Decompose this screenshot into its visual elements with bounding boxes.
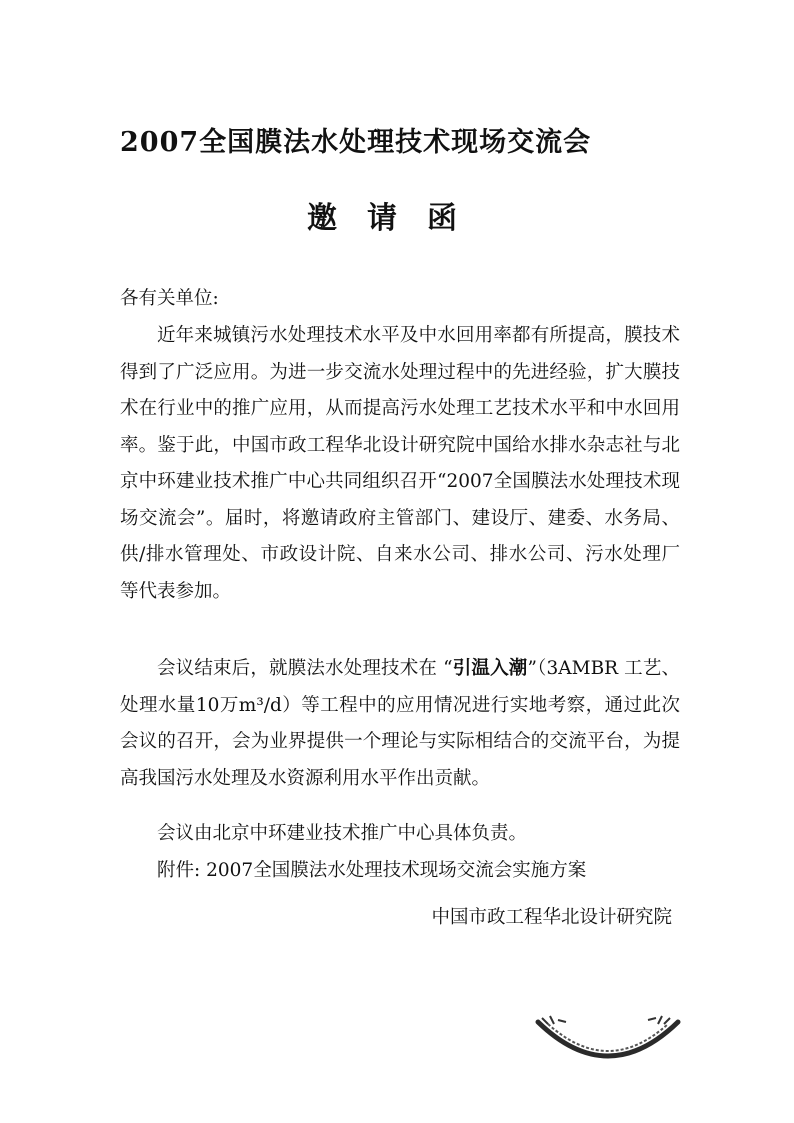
signature-organization: 中国市政工程华北设计研究院 [431, 907, 672, 928]
paragraph-site-visit-rest: ”（3AMBR 工艺、处理水量10万m³/d）等工程中的应用情况进行实地考察，通过此次会议的召开，会为业界提供一个理论与实际相结合的交流平台，为提高我国污水处理及水资源利用水平作出贡献。 [120, 658, 680, 789]
paragraph-site-visit [120, 651, 680, 797]
paragraph-background: 近年来城镇污水处理技术水平及中水回用率都有所提高，膜技术得到了广泛应用。为进一步交流水处理过程中的先进经验，扩大膜技术在行业中的推广应用，从而提高污水处理工艺技术水平和中水回用率。鉴于此，中国市政工程华北设计研究院中国给水排水杂志社与北京中环建业技术推广中心共同组织召开“2007全国膜法水处理技术现场交流会”。届时，将邀请政府主管部门、建设厅、建委、水务局、供/排水管理处、市政设计院、自来水公司、排水公司、污水处理厂等代表参加。 [120, 325, 680, 602]
paragraph-organizer: 会议由北京中环建业技术推广中心具体负责。 [157, 823, 528, 844]
official-seal-stamp [528, 1010, 688, 1070]
paragraph-attachment: 附件: 2007全国膜法水处理技术现场交流会实施方案 [157, 860, 587, 881]
project-name: 引温入潮 [452, 658, 528, 679]
salutation: 各有关单位: [120, 288, 219, 309]
paragraph-site-visit-lead: 会议结束后，就膜法水处理技术在 “ [157, 658, 453, 679]
invitation-heading: 邀请函 [307, 201, 487, 236]
document-title: 2007全国膜法水处理技术现场交流会 [120, 127, 592, 158]
